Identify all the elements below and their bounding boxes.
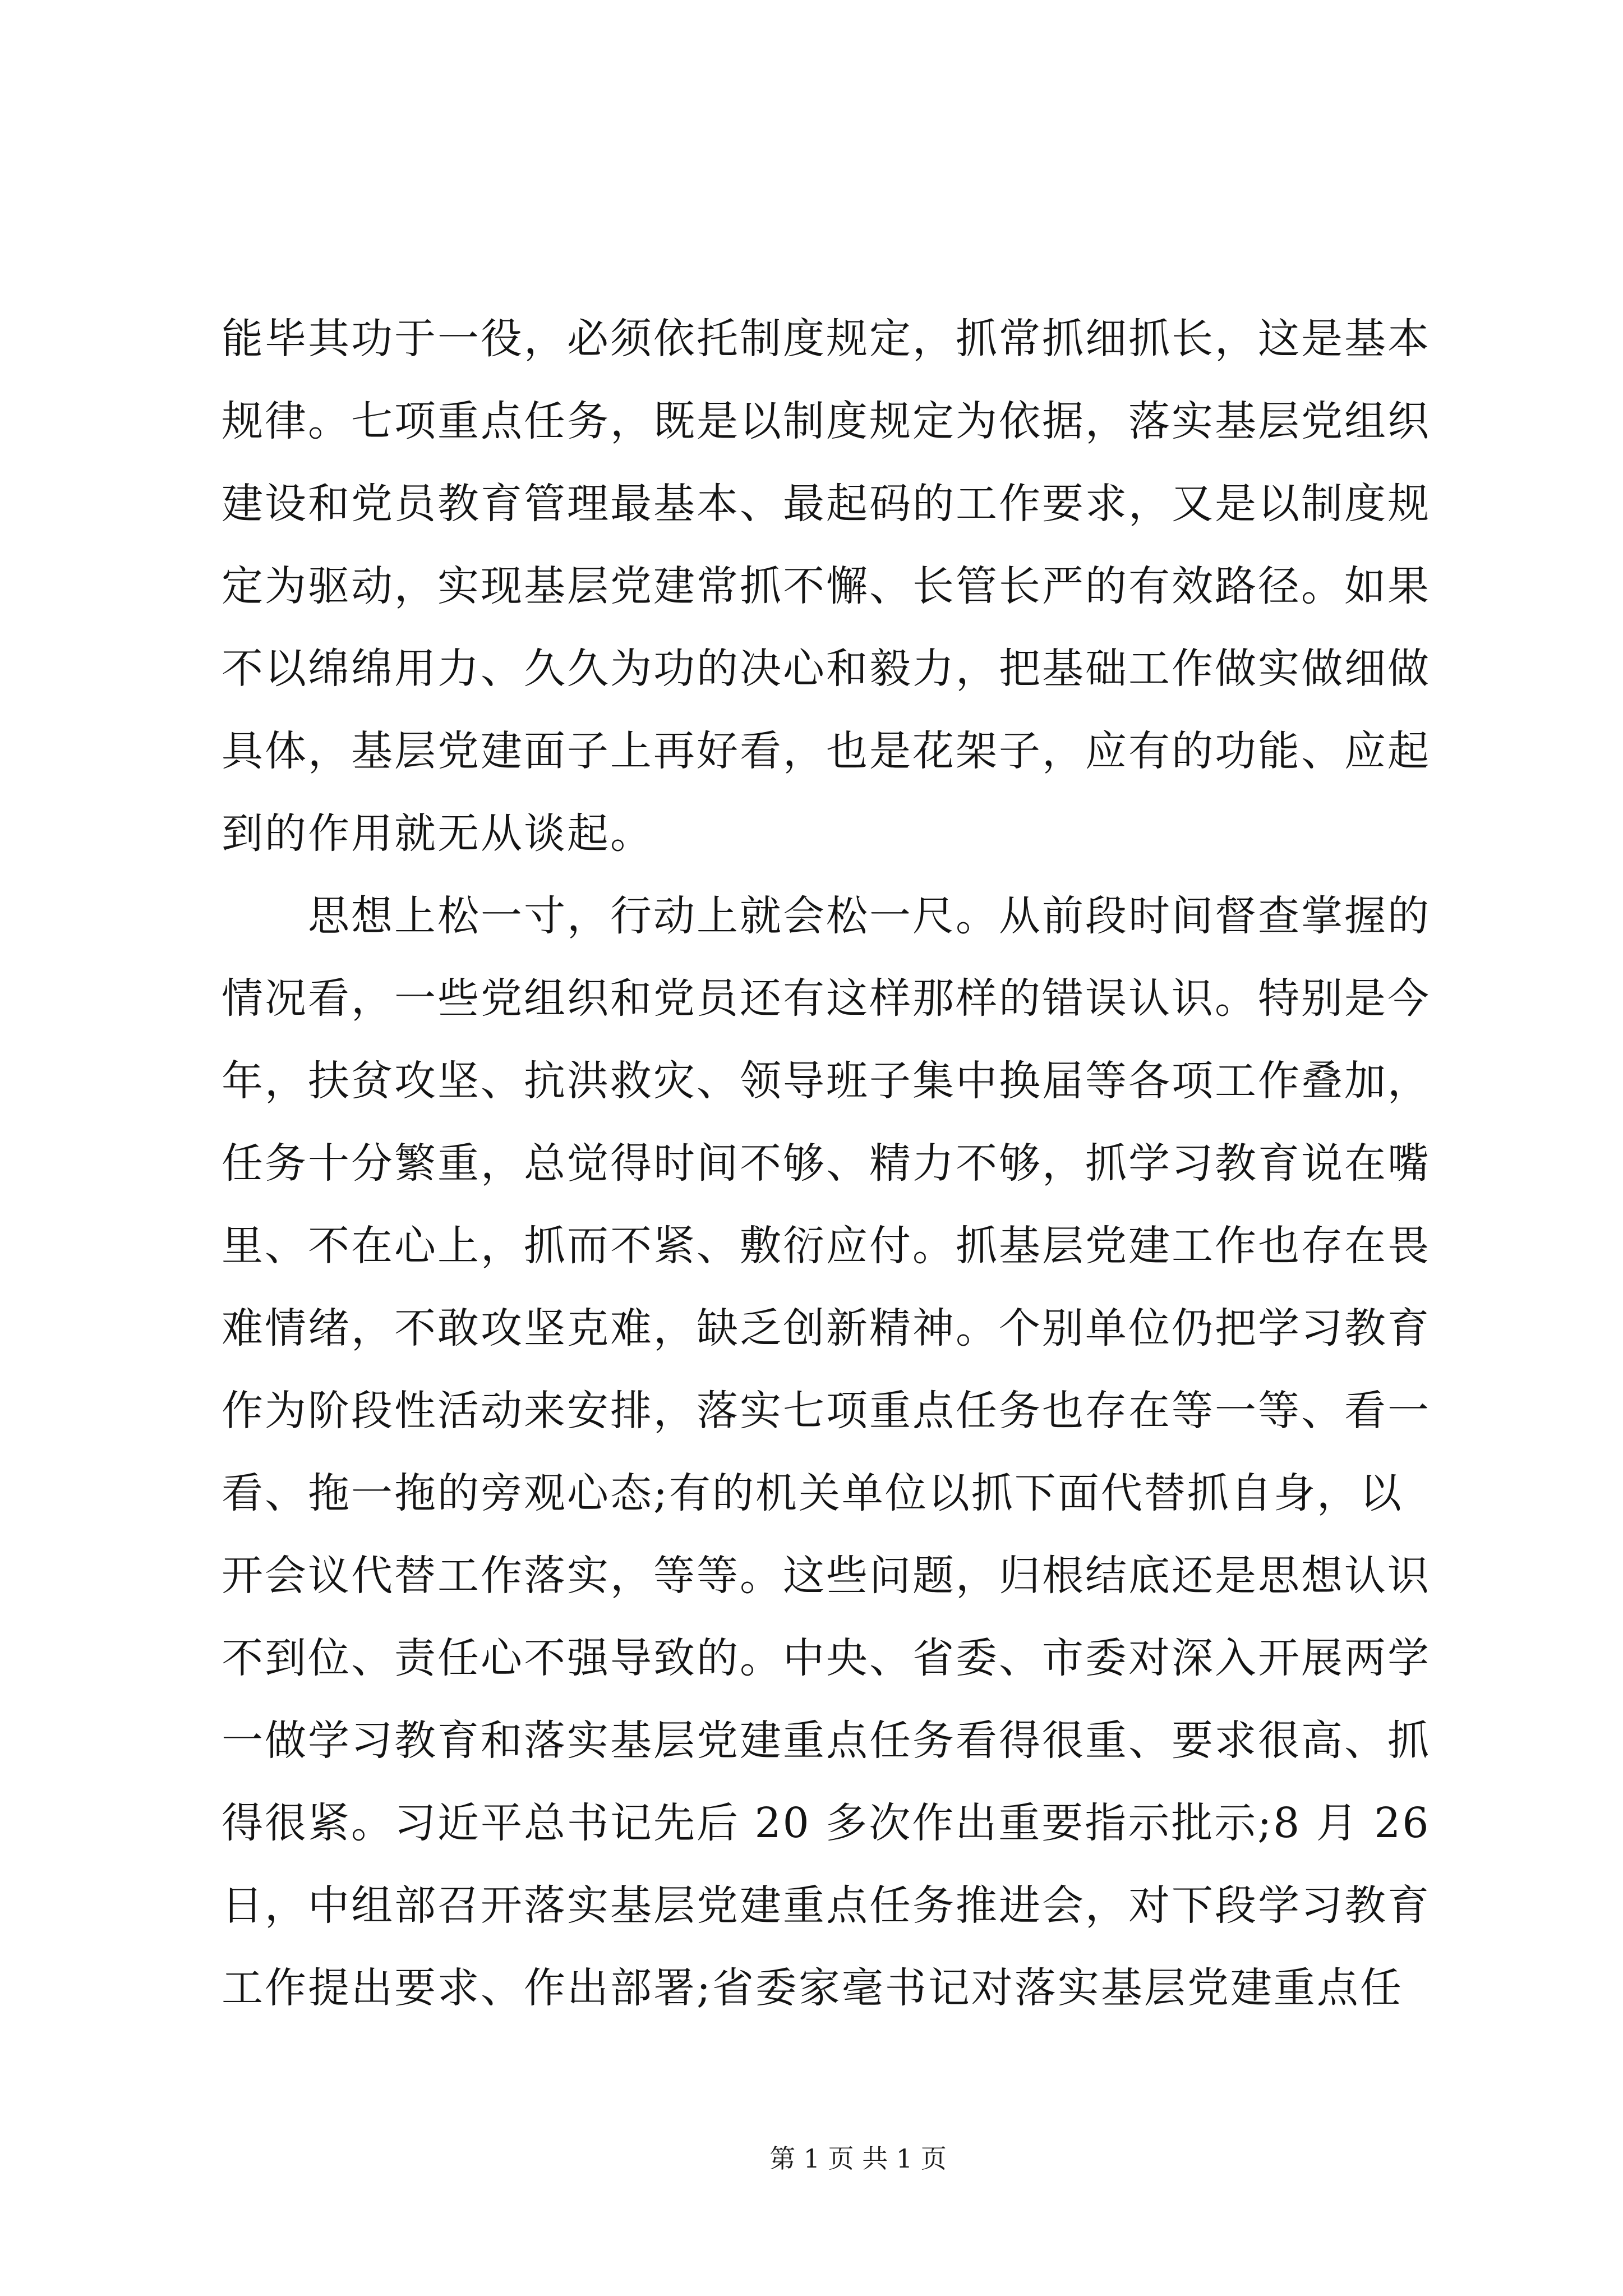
paragraph-2 <box>222 875 1467 2030</box>
document-body <box>222 298 1467 2030</box>
text-line: 工作提出要求、作出部署;省委家毫书记对落实基层党建重点任 <box>222 1964 1403 2012</box>
text-line: 一做学习教育和落实基层党建重点任务看得很重、要求很高、抓 <box>222 1717 1431 1765</box>
text-line: 思想上松一寸，行动上就会松一尺。从前段时间督查掌握的 <box>308 892 1431 940</box>
text-line: 作为阶段性活动来安排，落实七项重点任务也存在等一等、看一 <box>222 1387 1431 1435</box>
text-line: 不以绵绵用力、久久为功的决心和毅力，把基础工作做实做细做 <box>222 645 1431 693</box>
text-line: 规律。七项重点任务，既是以制度规定为依据，落实基层党组织 <box>222 397 1431 445</box>
text-line: 建设和党员教育管理最基本、最起码的工作要求，又是以制度规 <box>222 480 1431 528</box>
page-footer <box>718 2142 998 2175</box>
text-line: 情况看，一些党组织和党员还有这样那样的错误认识。特别是今 <box>222 974 1431 1023</box>
text-line: 看、拖一拖的旁观心态;有的机关单位以抓下面代替抓自身，以 <box>222 1469 1403 1517</box>
text-line: 开会议代替工作落实，等等。这些问题，归根结底还是思想认识 <box>222 1552 1431 1600</box>
text-line: 能毕其功于一役，必须依托制度规定，抓常抓细抓长，这是基本 <box>222 315 1431 363</box>
text-line: 年，扶贫攻坚、抗洪救灾、领导班子集中换届等各项工作叠加， <box>222 1057 1431 1105</box>
text-line: 日，中组部召开落实基层党建重点任务推进会，对下段学习教育 <box>222 1881 1431 1930</box>
page-number-label: 第 1 页 共 1 页 <box>769 2143 947 2174</box>
text-line: 得很紧。习近平总书记先后 20 多次作出重要指示批示;8 月 26 <box>222 1799 1431 1847</box>
text-line: 里、不在心上，抓而不紧、敷衍应付。抓基层党建工作也存在畏 <box>222 1222 1431 1270</box>
text-line: 难情绪，不敢攻坚克难，缺乏创新精神。个别单位仍把学习教育 <box>222 1304 1431 1352</box>
text-line: 定为驱动，实现基层党建常抓不懈、长管长严的有效路径。如果 <box>222 562 1431 610</box>
paragraph-1 <box>222 298 1467 875</box>
text-line: 到的作用就无从谈起。 <box>222 809 653 858</box>
text-line: 不到位、责任心不强导致的。中央、省委、市委对深入开展两学 <box>222 1634 1431 1682</box>
text-line: 任务十分繁重，总觉得时间不够、精力不够，抓学习教育说在嘴 <box>222 1139 1431 1188</box>
text-line: 具体，基层党建面子上再好看，也是花架子，应有的功能、应起 <box>222 727 1431 775</box>
